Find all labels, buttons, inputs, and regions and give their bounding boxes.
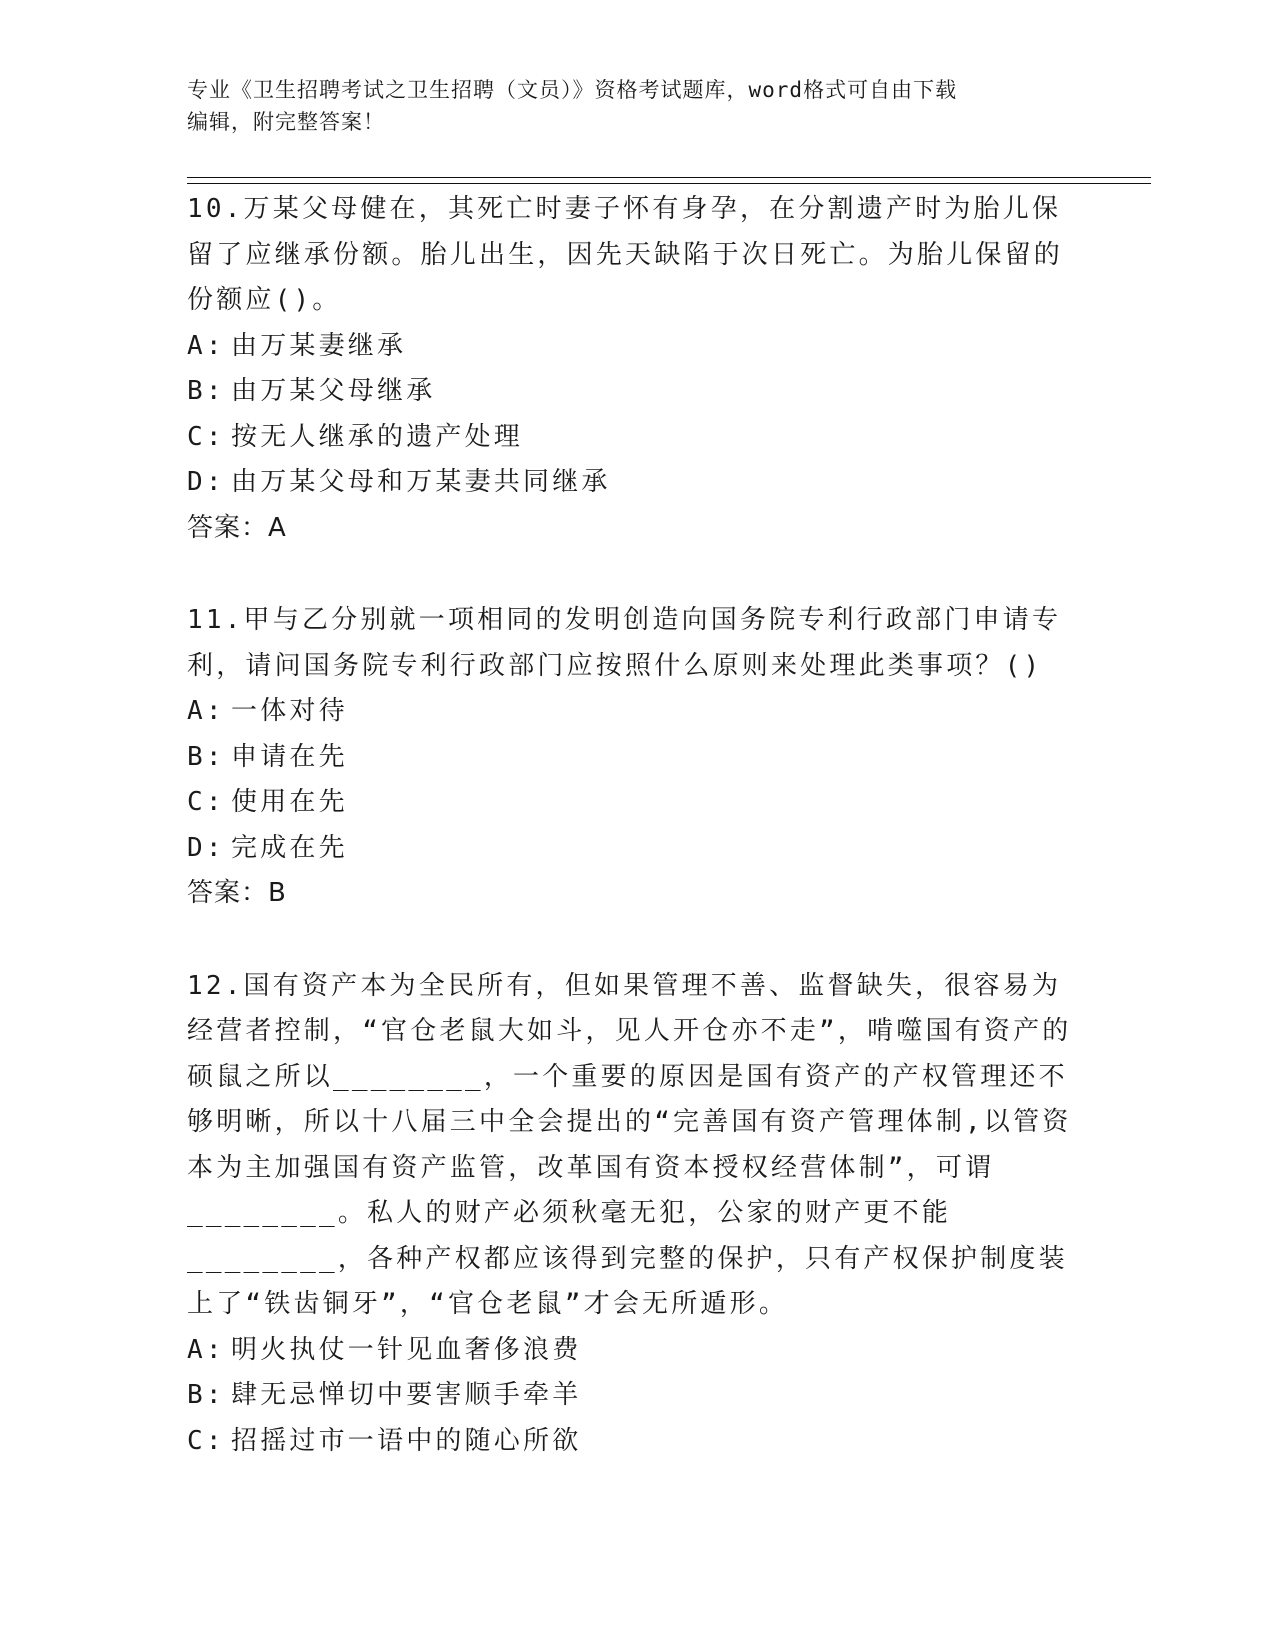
option-key: D:	[187, 467, 225, 497]
option-key: A:	[187, 696, 225, 726]
question-11	[187, 598, 1087, 917]
option-text: 由万某妻继承	[231, 330, 407, 361]
option-key: B:	[187, 1380, 225, 1410]
option-key: C:	[187, 1425, 225, 1456]
option-key: A:	[187, 1334, 225, 1365]
question-10	[187, 187, 1087, 551]
option-text: 由万某父母和万某妻共同继承	[231, 467, 611, 497]
option-key: C:	[187, 421, 225, 452]
question-12	[187, 964, 1087, 1465]
header-line-1: 专业《卫生招聘考试之卫生招聘（文员）》资格考试题库，word格式可自由下载	[187, 78, 958, 102]
option-text: 招摇过市一语中的随心所欲	[231, 1425, 582, 1456]
option-c	[187, 1419, 1087, 1465]
option-b	[187, 735, 1087, 781]
option-text: 使用在先	[231, 787, 348, 817]
question-stem: 12.国有资产本为全民所有，但如果管理不善、监督缺失，很容易为经营者控制，“官仓老鼠大如斗，见人开仓亦不走”，啃噬国有资产的硕鼠之所以________，一个重要的原因是国有资产的产权管理还不够明晰，所以十八届三中全会提出的“完善国有资产管理体制,以管资本为主加强国有资产监管，改革国有资本授权经营体制”，可谓________。私人的财产必须秋毫无犯，公家的财产更不能________，各种产权都应该得到完整的保护，只有产权保护制度装上了“铁齿铜牙”，“官仓老鼠”才会无所遁形。	[187, 970, 1072, 1319]
header-divider-bottom	[187, 183, 1151, 184]
option-a	[187, 324, 1087, 370]
option-key: B:	[187, 741, 225, 772]
option-a	[187, 1328, 1087, 1374]
option-key: C:	[187, 787, 225, 817]
header-line-2: 编辑，附完整答案！	[187, 110, 385, 134]
answer-line: 答案：B	[187, 878, 287, 908]
option-text: 申请在先	[231, 741, 348, 772]
option-text: 明火执仗一针见血奢侈浪费	[231, 1334, 582, 1365]
option-a	[187, 689, 1087, 735]
option-text: 完成在先	[231, 832, 348, 863]
option-key: B:	[187, 376, 225, 406]
option-key: D:	[187, 832, 225, 863]
document-header	[187, 74, 1087, 138]
option-c	[187, 415, 1087, 461]
option-text: 由万某父母继承	[231, 376, 436, 406]
option-d	[187, 826, 1087, 872]
option-text: 肆无忌惮切中要害顺手牵羊	[231, 1380, 582, 1410]
question-stem: 10.万某父母健在，其死亡时妻子怀有身孕，在分割遗产时为胎儿保留了应继承份额。胎儿出生，因先天缺陷于次日死亡。为胎儿保留的份额应()。	[187, 194, 1064, 315]
option-c	[187, 780, 1087, 826]
option-text: 按无人继承的遗产处理	[231, 421, 524, 452]
option-text: 一体对待	[231, 696, 348, 726]
answer-line: 答案：A	[187, 512, 287, 543]
option-b	[187, 369, 1087, 415]
question-stem: 11.甲与乙分别就一项相同的发明创造向国务院专利行政部门申请专利，请问国务院专利行政部门应按照什么原则来处理此类事项？()	[187, 605, 1062, 681]
option-key: A:	[187, 330, 225, 361]
option-d	[187, 460, 1087, 506]
option-b	[187, 1373, 1087, 1419]
question-list	[187, 187, 1087, 1511]
header-divider-top	[187, 177, 1151, 178]
